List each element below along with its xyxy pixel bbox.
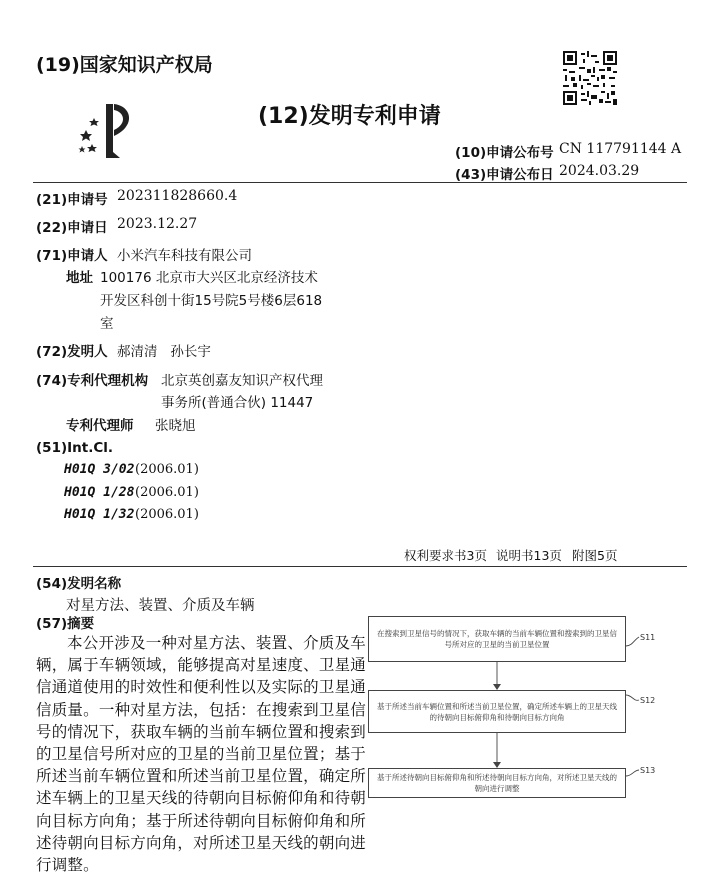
address-label: 地址 [66, 270, 93, 286]
address-line: 开发区科创十街15号院5号楼6层618 [100, 293, 323, 309]
app-date-label: (22)申请日 [36, 220, 108, 236]
intcl-label: (51)Int.Cl. [36, 440, 114, 456]
address-line: 室 [100, 316, 114, 332]
agent: 张晓旭 [155, 418, 196, 434]
document-type: (12)发明专利申请 [258, 104, 441, 129]
abstract-text: 本公开涉及一种对星方法、装置、介质及车辆，属于车辆领域，能够提高对星速度、卫星通信通道使用的时效性和便利性以及实际的卫星通信质量。一种对星方法，包括：在搜索到卫星信号的情况下，获取车辆的当前车辆位置和搜索到的卫星信号所对应的卫星的当前卫星位置；基于所述当前车辆位置和所述当前卫星位置，确定所述车辆上的卫星天线的待朝向目标俯仰角和待朝向目标方向角；基于所述待朝向目标俯仰角和所述待朝向目标方向角，对所述卫星天线的朝向进行调整。 [36, 634, 366, 875]
office-name: (19)国家知识产权局 [36, 54, 213, 76]
description-pages: 说明书13页 [496, 548, 562, 563]
intcl-version: (2006.01) [135, 462, 199, 477]
drawings-pages: 附图5页 [572, 548, 618, 563]
flow-step-label: S13 [640, 766, 656, 775]
agency-line: 事务所(普通合伙) 11447 [161, 395, 314, 411]
applicant: 小米汽车科技有限公司 [117, 248, 252, 264]
section-rule [33, 566, 687, 567]
abstract-label: (57)摘要 [36, 616, 95, 632]
header-rule [33, 182, 687, 183]
title-label: (54)发明名称 [36, 576, 122, 592]
pub-date-label: (43)申请公布日 [455, 167, 554, 183]
inventor-label: (72)发明人 [36, 344, 108, 360]
intcl-code: H01Q 3/02 [64, 462, 135, 477]
app-date: 2023.12.27 [117, 216, 198, 232]
pub-no-label: (10)申请公布号 [455, 145, 554, 161]
inventors: 郝清清 孙长宇 [117, 344, 211, 360]
flow-step-box: 在搜索到卫星信号的情况下，获取车辆的当前车辆位置和搜索到的卫星信号所对应的卫星的当前卫星位置 [368, 616, 626, 662]
cnipa-emblem [70, 100, 140, 162]
agent-label: 专利代理师 [66, 418, 134, 434]
flow-step-box: 基于所述待朝向目标俯仰角和所述待朝向目标方向角，对所述卫星天线的朝向进行调整 [368, 768, 626, 798]
app-no-label: (21)申请号 [36, 192, 108, 208]
invention-title: 对星方法、装置、介质及车辆 [66, 598, 255, 614]
qr-code [563, 51, 617, 105]
app-no: 202311828660.4 [117, 188, 238, 204]
flow-step-label: S11 [640, 633, 656, 642]
agency-line: 北京英创嘉友知识产权代理 [161, 373, 323, 389]
intcl-version: (2006.01) [135, 485, 199, 500]
intcl-code: H01Q 1/28 [64, 485, 135, 500]
intcl-version: (2006.01) [135, 507, 199, 522]
intcl-code: H01Q 1/32 [64, 507, 135, 522]
pub-no: CN 117791144 A [559, 141, 682, 157]
address-line: 100176 北京市大兴区北京经济技术 [100, 270, 318, 286]
flow-step-box: 基于所述当前车辆位置和所述当前卫星位置，确定所述车辆上的卫星天线的待朝向目标俯仰角和待朝向目标方向角 [368, 690, 626, 733]
flowchart-connectors [360, 610, 660, 810]
claims-pages: 权利要求书3页 [404, 548, 487, 563]
applicant-label: (71)申请人 [36, 248, 108, 264]
pub-date: 2024.03.29 [559, 163, 640, 179]
agency-label: (74)专利代理机构 [36, 373, 149, 389]
flow-step-label: S12 [640, 696, 656, 705]
